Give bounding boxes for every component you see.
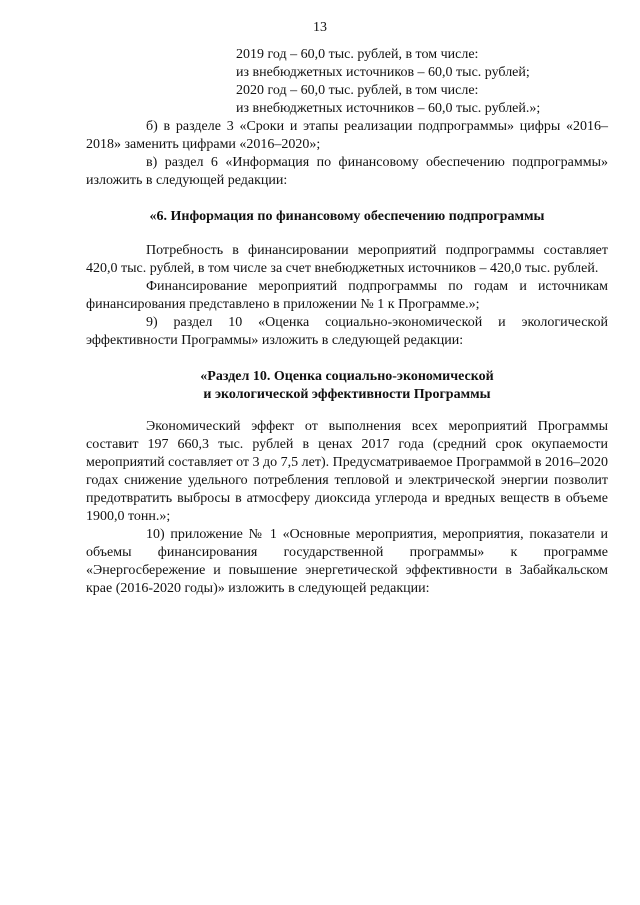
funding-line-2019-source: из внебюджетных источников – 60,0 тыс. рублей;: [236, 65, 530, 80]
section-6-heading: «6. Информация по финансовому обеспечению подпрограммы: [149, 209, 545, 224]
document-body: [86, 46, 608, 598]
section-10-heading-line1: «Раздел 10. Оценка социально-экономической: [200, 369, 494, 384]
paragraph-9: 9) раздел 10 «Оценка социально-экономической и экологической эффективности Программы» изложить в следующей редакции:: [86, 315, 608, 348]
paragraph-b: б) в разделе 3 «Сроки и этапы реализации подпрограммы» цифры «2016–2018» заменить цифрами «2016–2020»;: [86, 119, 608, 152]
section-10-heading-line2: и экологической эффективности Программы: [203, 387, 491, 402]
page-number: 13: [313, 20, 327, 35]
paragraph-financing: Финансирование мероприятий подпрограммы по годам и источникам финансирования представлено в приложении № 1 к Программе.»;: [86, 279, 608, 312]
funding-line-2020-source: из внебюджетных источников – 60,0 тыс. рублей.»;: [236, 101, 541, 116]
paragraph-effect: Экономический эффект от выполнения всех мероприятий Программы составит 197 660,3 тыс. рублей в ценах 2017 года (средний срок окупаемости мероприятий составляет от 3 до 7,5 лет). Предусматриваемое Программой в 2016–2020 годах снижение удельного потребления тепловой и электрической энергии позволит предотвратить выбросы в атмосферу диоксида углерода и вредных веществ в объеме 1900,0 тонн.»;: [86, 419, 608, 524]
funding-line-2019: 2019 год – 60,0 тыс. рублей, в том числе:: [236, 47, 479, 62]
paragraph-v: в) раздел 6 «Информация по финансовому обеспечению подпрограммы» изложить в следующей редакции:: [86, 155, 608, 188]
funding-line-2020: 2020 год – 60,0 тыс. рублей, в том числе:: [236, 83, 479, 98]
paragraph-need: Потребность в финансировании мероприятий подпрограммы составляет 420,0 тыс. рублей, в том числе за счет внебюджетных источников – 420,0 тыс. рублей.: [86, 243, 608, 276]
paragraph-10: 10) приложение № 1 «Основные мероприятия, мероприятия, показатели и объемы финансирования государственной программы» к программе «Энергосбережение и повышение энергетической эффективности в Забайкальском крае (2016-2020 годы)» изложить в следующей редакции:: [86, 527, 608, 596]
